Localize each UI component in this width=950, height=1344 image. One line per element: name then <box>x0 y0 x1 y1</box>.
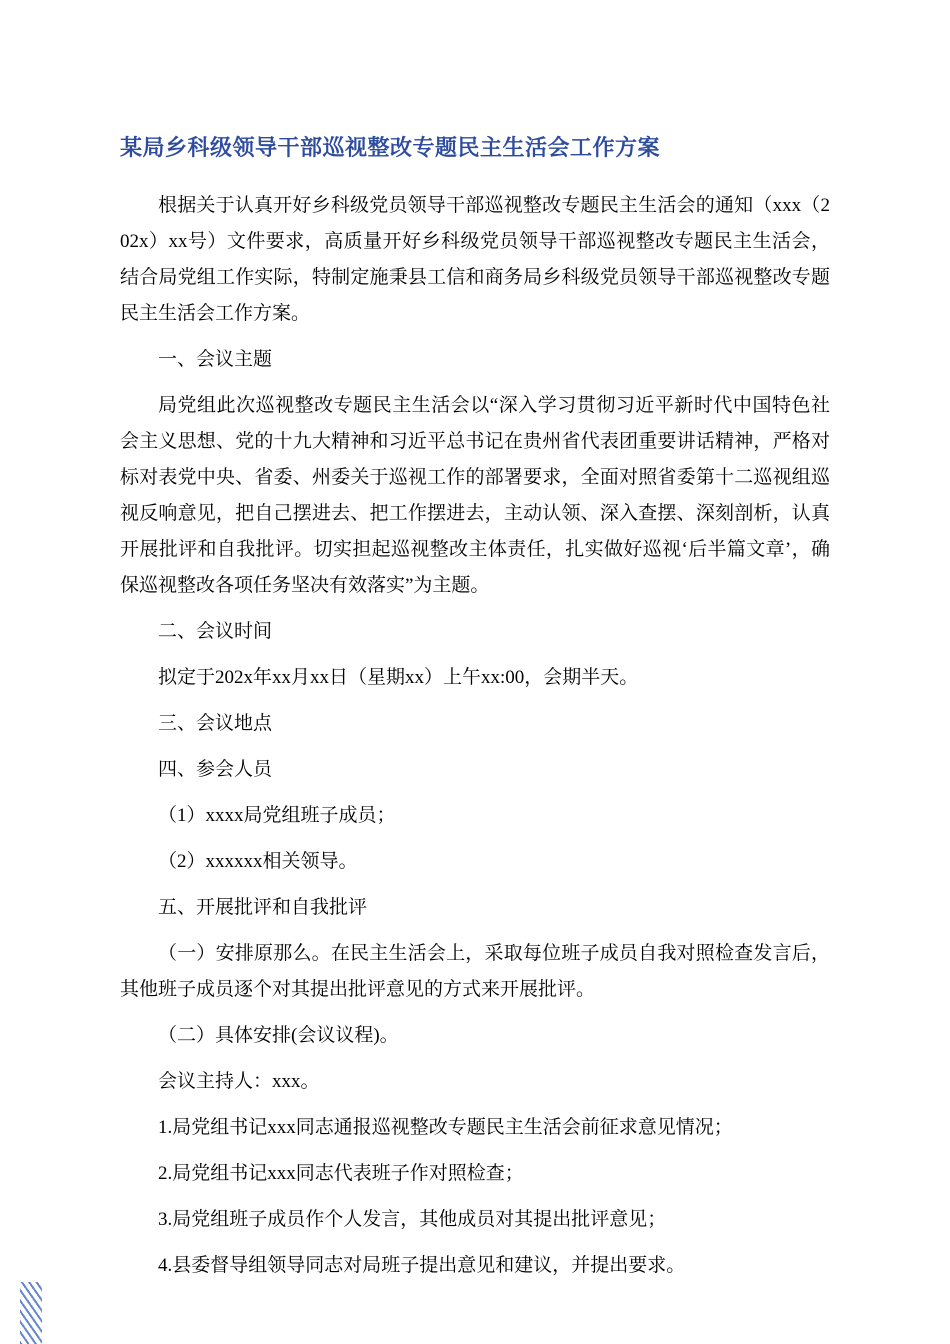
para-criticism-arrangement: （一）安排原那么。在民主生活会上，采取每位班子成员自我对照检查发言后，其他班子成员逐个对其提出批评意见的方式来开展批评。 <box>120 942 830 1000</box>
heading-2-meeting-time: 二、会议时间 <box>158 620 273 642</box>
heading-4-participants: 四、参会人员 <box>158 758 273 780</box>
para-agenda-4: 4.县委督导组领导同志对局班子提出意见和建议，并提出要求。 <box>158 1254 686 1276</box>
para-specific-arrangement: （二）具体安排(会议议程)。 <box>158 1024 399 1046</box>
para-agenda-3: 3.局党组班子成员作个人发言，其他成员对其提出批评意见； <box>158 1208 667 1230</box>
heading-3-meeting-place: 三、会议地点 <box>158 712 273 734</box>
page-corner-stripes-decoration <box>20 1282 42 1344</box>
para-meeting-time: 拟定于202x年xx月xx日（星期xx）上午xx:00，会期半天。 <box>158 666 639 688</box>
para-participant-1: （1）xxxx局党组班子成员； <box>158 804 396 826</box>
heading-1-meeting-theme: 一、会议主题 <box>158 348 273 370</box>
document-title: 某局乡科级领导干部巡视整改专题民主生活会工作方案 <box>120 135 661 160</box>
para-participant-2: （2）xxxxxx相关领导。 <box>158 850 358 872</box>
document-body <box>120 188 830 1284</box>
para-meeting-theme: 局党组此次巡视整改专题民主生活会以“深入学习贯彻习近平新时代中国特色社会主义思想、党的十九大精神和习近平总书记在贵州省代表团重要讲话精神，严格对标对表党中央、省委、州委关于巡视工作的部署要求，全面对照省委第十二巡视组巡视反响意见，把自己摆进去、把工作摆进去，主动认领、深入查摆、深刻剖析，认真开展批评和自我批评。切实担起巡视整改主体责任，扎实做好巡视‘后半篇文章’，确保巡视整改各项任务坚决有效落实”为主题。 <box>120 394 830 596</box>
para-agenda-2: 2.局党组书记xxx同志代表班子作对照检查； <box>158 1162 524 1184</box>
para-intro: 根据关于认真开好乡科级党员领导干部巡视整改专题民主生活会的通知（xxx（202x）xx号）文件要求，高质量开好乡科级党员领导干部巡视整改专题民主生活会，结合局党组工作实际，特制定施秉县工信和商务局乡科级党员领导干部巡视整改专题民主生活会工作方案。 <box>120 194 830 324</box>
heading-5-criticism: 五、开展批评和自我批评 <box>158 896 368 918</box>
para-meeting-host: 会议主持人：xxx。 <box>158 1070 320 1092</box>
para-agenda-1: 1.局党组书记xxx同志通报巡视整改专题民主生活会前征求意见情况； <box>158 1116 733 1138</box>
